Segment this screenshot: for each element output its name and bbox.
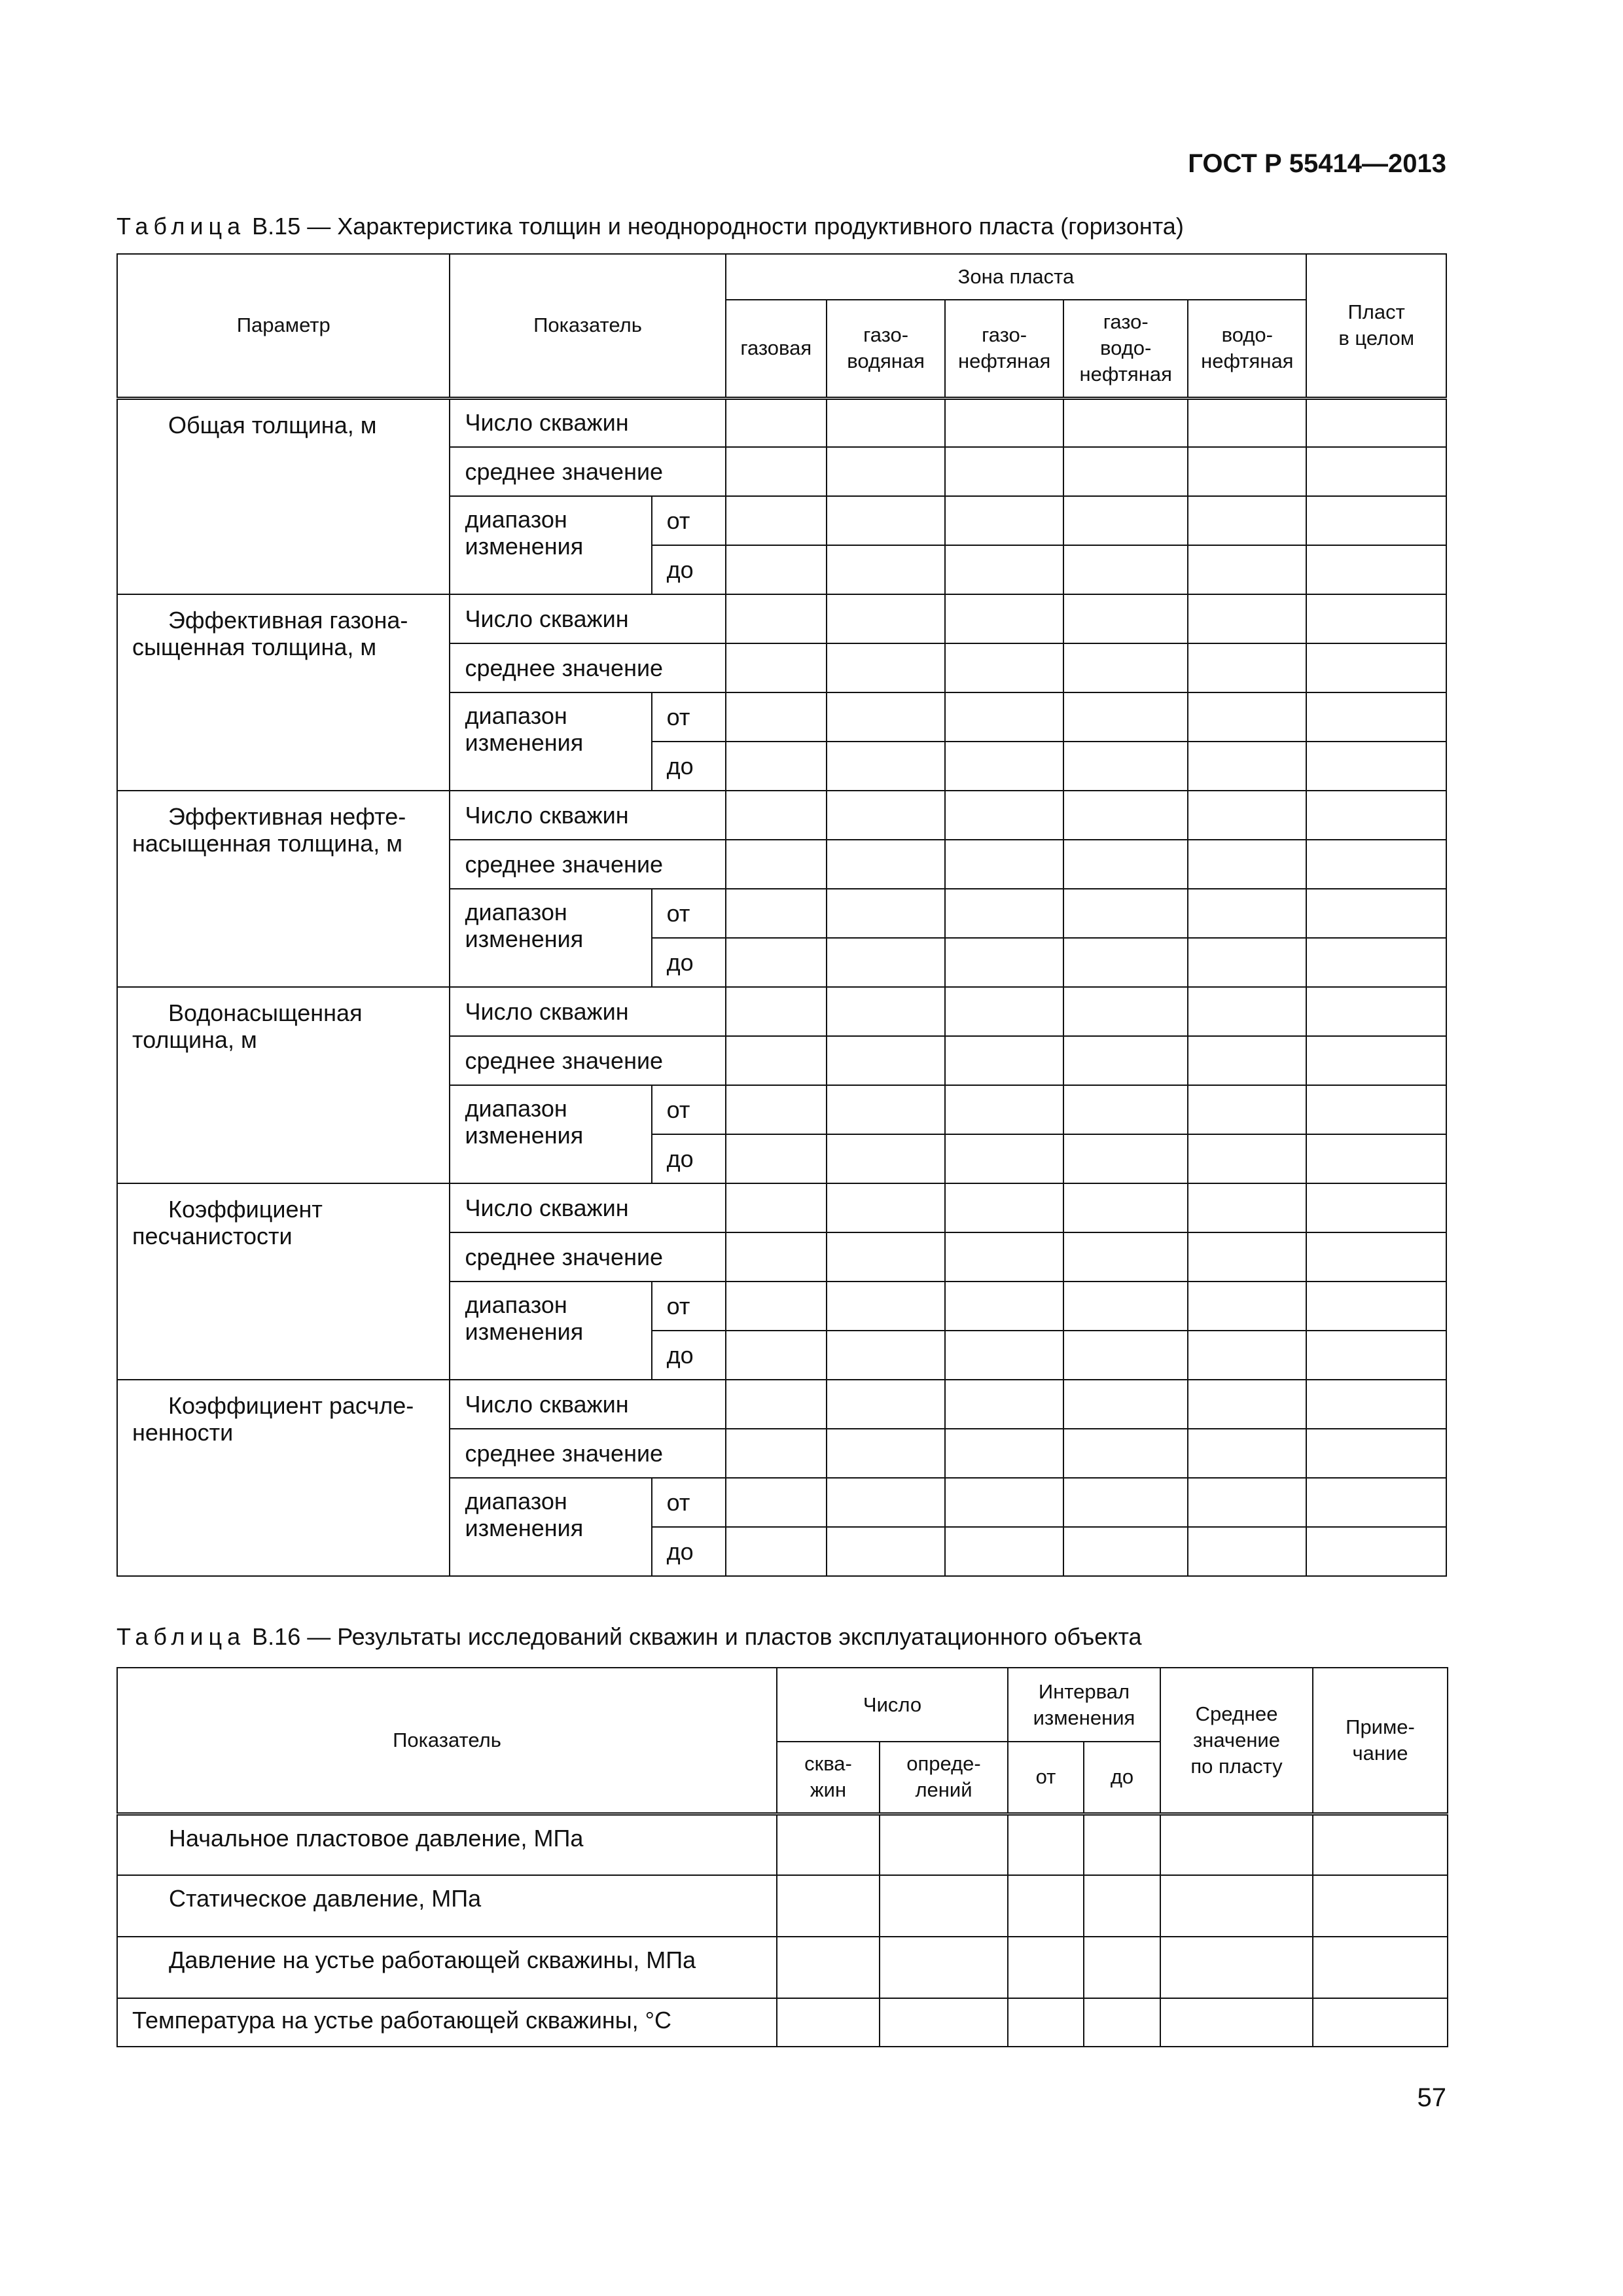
- header-indicator: Показатель: [450, 254, 725, 398]
- table-cell: [726, 398, 827, 447]
- table-cell: [1313, 1998, 1448, 2047]
- table-cell: [1063, 1134, 1188, 1183]
- param-label-line: Коэффициент расчле-: [168, 1392, 414, 1419]
- table-cell: [945, 1429, 1063, 1478]
- header-zone-col: газо- нефтяная: [945, 300, 1063, 398]
- param-label-line: толщина, м: [132, 1026, 257, 1053]
- table-cell: [1160, 1875, 1313, 1937]
- header-zone-col: газовая: [726, 300, 827, 398]
- table-cell: [945, 1527, 1063, 1576]
- table-cell: [1188, 1085, 1306, 1134]
- table-cell: [726, 692, 827, 742]
- range-to: до: [652, 1134, 726, 1183]
- table-cell: [1306, 889, 1446, 938]
- table-cell: [1306, 987, 1446, 1036]
- range-from: от: [652, 1282, 726, 1331]
- table-cell: [827, 1331, 945, 1380]
- table-cell: [1188, 840, 1306, 889]
- table-cell: [1306, 791, 1446, 840]
- table-cell: [1063, 447, 1188, 496]
- table-cell: [1306, 1380, 1446, 1429]
- table-cell: [827, 643, 945, 692]
- table-cell: [1188, 1282, 1306, 1331]
- table-cell: [1063, 1331, 1188, 1380]
- table-cell: [726, 1331, 827, 1380]
- table-row: [117, 1380, 1446, 1429]
- table-cell: [1306, 1478, 1446, 1527]
- table-cell: [777, 1998, 880, 2047]
- table-cell: [1063, 938, 1188, 987]
- table-cell: [726, 1380, 827, 1429]
- table-cell: [726, 938, 827, 987]
- indicator-range: диапазон изменения: [450, 1085, 651, 1183]
- table-cell: [1160, 1814, 1313, 1875]
- table-16-caption: [116, 1623, 1142, 1651]
- header-from: от: [1008, 1742, 1084, 1814]
- page-number: 57: [1417, 2083, 1446, 2112]
- param-label-line: сыщенная толщина, м: [132, 634, 377, 660]
- indicator-range: диапазон изменения: [450, 692, 651, 791]
- table-cell: [726, 1282, 827, 1331]
- table-cell: [880, 1875, 1008, 1937]
- table-cell: [827, 742, 945, 791]
- table-cell: [726, 1527, 827, 1576]
- table-cell: [726, 1478, 827, 1527]
- range-from: от: [652, 1085, 726, 1134]
- table-cell: [945, 594, 1063, 643]
- table-cell: [726, 496, 827, 545]
- indicator-count: Число скважин: [450, 791, 725, 840]
- table-cell: [1313, 1937, 1448, 1998]
- caption-text: В.15 — Характеристика толщин и неоднородности продуктивного пласта (горизонта): [252, 213, 1184, 240]
- table-cell: [945, 1232, 1063, 1282]
- table-cell: [1063, 1282, 1188, 1331]
- table-cell: [1008, 1875, 1084, 1937]
- table-row: [117, 1875, 1448, 1937]
- table-cell: [726, 594, 827, 643]
- table-cell: [1188, 742, 1306, 791]
- table-cell: [827, 1085, 945, 1134]
- table-cell: [1188, 692, 1306, 742]
- table-cell: [945, 643, 1063, 692]
- table-cell: [1063, 1429, 1188, 1478]
- table-cell: [827, 1183, 945, 1232]
- table-15: [116, 253, 1447, 1577]
- header-number: Число: [777, 1668, 1008, 1742]
- table-cell: [1084, 1937, 1160, 1998]
- header-mean: Среднее значение по пласту: [1160, 1668, 1313, 1814]
- table-cell: [726, 1183, 827, 1232]
- indicator-count: Число скважин: [450, 398, 725, 447]
- param-label-line: насыщенная толщина, м: [132, 830, 402, 857]
- table-cell: [1188, 643, 1306, 692]
- table-cell: [827, 447, 945, 496]
- table-cell: [945, 1183, 1063, 1232]
- table-cell: [1306, 447, 1446, 496]
- table-row: [117, 1814, 1448, 1875]
- table-cell: [827, 1134, 945, 1183]
- table-cell: [945, 447, 1063, 496]
- table-cell: [1063, 545, 1188, 594]
- indicator-mean: среднее значение: [450, 1232, 725, 1282]
- table-cell: [1306, 1134, 1446, 1183]
- table-cell: [1188, 1331, 1306, 1380]
- param-label-line: Эффективная газона-: [168, 607, 408, 634]
- indicator-count: Число скважин: [450, 1380, 725, 1429]
- range-from: от: [652, 496, 726, 545]
- table-cell: [1306, 1036, 1446, 1085]
- indicator-mean: среднее значение: [450, 447, 725, 496]
- table-cell: [1160, 1998, 1313, 2047]
- table-cell: [827, 889, 945, 938]
- table-cell: [1306, 1183, 1446, 1232]
- table-cell: [945, 1282, 1063, 1331]
- caption-text: В.16 — Результаты исследований скважин и пластов эксплуатационного объекта: [252, 1623, 1142, 1650]
- table-cell: [880, 1937, 1008, 1998]
- caption-word: Таблица: [116, 1623, 246, 1650]
- table-cell: [1084, 1875, 1160, 1937]
- indicator-range: диапазон изменения: [450, 1282, 651, 1380]
- table-cell: [1063, 643, 1188, 692]
- table-cell: [945, 938, 1063, 987]
- indicator-mean: среднее значение: [450, 1429, 725, 1478]
- table-cell: [945, 889, 1063, 938]
- table-15-caption: [116, 213, 1184, 240]
- header-interval: Интервал изменения: [1008, 1668, 1160, 1742]
- param-label: [117, 1380, 450, 1576]
- header-wells: сква- жин: [777, 1742, 880, 1814]
- table-cell: [1188, 889, 1306, 938]
- table-cell: [726, 1232, 827, 1282]
- table-cell: [945, 742, 1063, 791]
- table-cell: [1306, 742, 1446, 791]
- table-cell: [827, 1478, 945, 1527]
- table-cell: [726, 791, 827, 840]
- param-label-line: песчанистости: [132, 1223, 293, 1249]
- table-cell: [1063, 840, 1188, 889]
- table-cell: [1063, 1478, 1188, 1527]
- table-cell: [945, 840, 1063, 889]
- standard-number: ГОСТ Р 55414—2013: [1188, 149, 1446, 178]
- table-cell: [945, 1036, 1063, 1085]
- table-cell: [1188, 1232, 1306, 1282]
- table-cell: [827, 1429, 945, 1478]
- table-cell: [945, 791, 1063, 840]
- table-cell: [1306, 594, 1446, 643]
- table-row: [117, 1183, 1446, 1232]
- range-from: от: [652, 889, 726, 938]
- table-cell: [945, 1478, 1063, 1527]
- table-cell: [726, 447, 827, 496]
- indicator-mean: среднее значение: [450, 1036, 725, 1085]
- indicator-label: Температура на устье работающей скважины, °С: [117, 1998, 777, 2047]
- table-cell: [1188, 1134, 1306, 1183]
- table-cell: [827, 1527, 945, 1576]
- table-cell: [945, 398, 1063, 447]
- table-cell: [726, 1429, 827, 1478]
- indicator-mean: среднее значение: [450, 643, 725, 692]
- header-zone-col: газо- водо- нефтяная: [1063, 300, 1188, 398]
- table-cell: [827, 1036, 945, 1085]
- table-cell: [1063, 594, 1188, 643]
- table-cell: [1313, 1814, 1448, 1875]
- param-label-line: ненности: [132, 1419, 234, 1446]
- range-from: от: [652, 1478, 726, 1527]
- table-row: [117, 594, 1446, 643]
- range-to: до: [652, 742, 726, 791]
- indicator-range: диапазон изменения: [450, 496, 651, 594]
- header-zone-col: газо- водяная: [827, 300, 945, 398]
- table-cell: [1188, 791, 1306, 840]
- indicator-count: Число скважин: [450, 987, 725, 1036]
- table-cell: [1306, 938, 1446, 987]
- caption-word: Таблица: [116, 213, 246, 240]
- table-cell: [1188, 496, 1306, 545]
- table-cell: [1008, 1998, 1084, 2047]
- table-cell: [1063, 1527, 1188, 1576]
- table-cell: [880, 1814, 1008, 1875]
- table-cell: [827, 1282, 945, 1331]
- table-cell: [777, 1875, 880, 1937]
- table-cell: [827, 692, 945, 742]
- table-cell: [1306, 1085, 1446, 1134]
- table-cell: [1084, 1998, 1160, 2047]
- table-cell: [1306, 1527, 1446, 1576]
- table-cell: [1306, 692, 1446, 742]
- table-cell: [827, 1232, 945, 1282]
- param-label-line: Общая толщина, м: [168, 411, 377, 439]
- table-cell: [827, 398, 945, 447]
- param-label: [117, 1183, 450, 1380]
- table-cell: [1063, 398, 1188, 447]
- table-cell: [945, 1085, 1063, 1134]
- table-cell: [1160, 1937, 1313, 1998]
- header-param: Параметр: [117, 254, 450, 398]
- table-cell: [1188, 1036, 1306, 1085]
- table-cell: [1306, 1331, 1446, 1380]
- table-cell: [1063, 791, 1188, 840]
- param-label: [117, 398, 450, 594]
- table-cell: [1063, 889, 1188, 938]
- table-cell: [726, 545, 827, 594]
- table-cell: [1063, 742, 1188, 791]
- table-cell: [1306, 545, 1446, 594]
- table-cell: [1188, 1183, 1306, 1232]
- table-cell: [1188, 938, 1306, 987]
- table-cell: [1306, 1232, 1446, 1282]
- table-cell: [827, 987, 945, 1036]
- table-cell: [945, 987, 1063, 1036]
- table-cell: [1063, 1380, 1188, 1429]
- table-cell: [827, 594, 945, 643]
- table-cell: [1306, 398, 1446, 447]
- header-note: Приме- чание: [1313, 1668, 1448, 1814]
- indicator-count: Число скважин: [450, 594, 725, 643]
- range-to: до: [652, 1331, 726, 1380]
- table-cell: [945, 692, 1063, 742]
- table-cell: [827, 496, 945, 545]
- table-cell: [1313, 1875, 1448, 1937]
- table-cell: [1188, 594, 1306, 643]
- indicator-label: Статическое давление, МПа: [117, 1875, 777, 1937]
- param-label: [117, 791, 450, 987]
- header-indicator: Показатель: [117, 1668, 777, 1814]
- table-cell: [1188, 987, 1306, 1036]
- table-row: [117, 791, 1446, 840]
- param-label: [117, 987, 450, 1183]
- table-cell: [1063, 692, 1188, 742]
- indicator-count: Число скважин: [450, 1183, 725, 1232]
- table-cell: [945, 1331, 1063, 1380]
- table-cell: [1188, 398, 1306, 447]
- table-cell: [827, 791, 945, 840]
- table-cell: [1188, 447, 1306, 496]
- table-16: [116, 1667, 1448, 2047]
- table-cell: [1188, 1478, 1306, 1527]
- table-cell: [726, 1085, 827, 1134]
- header-to: до: [1084, 1742, 1160, 1814]
- table-cell: [827, 938, 945, 987]
- range-to: до: [652, 1527, 726, 1576]
- table-cell: [726, 1036, 827, 1085]
- param-label: [117, 594, 450, 791]
- header-determinations: опреде- лений: [880, 1742, 1008, 1814]
- table-cell: [1063, 1036, 1188, 1085]
- table-row: [117, 398, 1446, 447]
- table-cell: [726, 1134, 827, 1183]
- table-cell: [1306, 1429, 1446, 1478]
- table-cell: [1063, 1232, 1188, 1282]
- indicator-label: Начальное пластовое давление, МПа: [117, 1814, 777, 1875]
- table-cell: [1063, 987, 1188, 1036]
- table-cell: [945, 1380, 1063, 1429]
- table-cell: [1188, 545, 1306, 594]
- table-cell: [1084, 1814, 1160, 1875]
- param-label-line: Водонасыщенная: [168, 999, 363, 1026]
- table-cell: [726, 643, 827, 692]
- table-cell: [777, 1814, 880, 1875]
- table-cell: [1188, 1429, 1306, 1478]
- table-cell: [827, 840, 945, 889]
- table-cell: [726, 889, 827, 938]
- table-cell: [880, 1998, 1008, 2047]
- param-label-line: Эффективная нефте-: [168, 803, 406, 830]
- table-cell: [945, 545, 1063, 594]
- table-cell: [1306, 643, 1446, 692]
- table-row: [117, 1998, 1448, 2047]
- table-cell: [726, 987, 827, 1036]
- indicator-label: Давление на устье работающей скважины, МПа: [117, 1937, 777, 1998]
- header-total: Пласт в целом: [1306, 254, 1446, 398]
- table-cell: [1188, 1380, 1306, 1429]
- table-cell: [827, 545, 945, 594]
- table-cell: [945, 1134, 1063, 1183]
- table-cell: [1188, 1527, 1306, 1576]
- indicator-range: диапазон изменения: [450, 1478, 651, 1576]
- table-cell: [726, 840, 827, 889]
- table-row: [117, 987, 1446, 1036]
- table-cell: [1063, 1085, 1188, 1134]
- range-from: от: [652, 692, 726, 742]
- param-label-line: Коэффициент: [168, 1196, 323, 1223]
- range-to: до: [652, 938, 726, 987]
- table-cell: [1008, 1814, 1084, 1875]
- table-cell: [1008, 1937, 1084, 1998]
- header-zone: Зона пласта: [726, 254, 1307, 300]
- table-cell: [945, 496, 1063, 545]
- table-row: [117, 1937, 1448, 1998]
- indicator-range: диапазон изменения: [450, 889, 651, 987]
- header-zone-col: водо- нефтяная: [1188, 300, 1306, 398]
- table-cell: [1306, 496, 1446, 545]
- range-to: до: [652, 545, 726, 594]
- table-cell: [1063, 1183, 1188, 1232]
- table-cell: [1063, 496, 1188, 545]
- table-cell: [777, 1937, 880, 1998]
- table-cell: [827, 1380, 945, 1429]
- indicator-mean: среднее значение: [450, 840, 725, 889]
- table-cell: [1306, 840, 1446, 889]
- table-cell: [726, 742, 827, 791]
- table-cell: [1306, 1282, 1446, 1331]
